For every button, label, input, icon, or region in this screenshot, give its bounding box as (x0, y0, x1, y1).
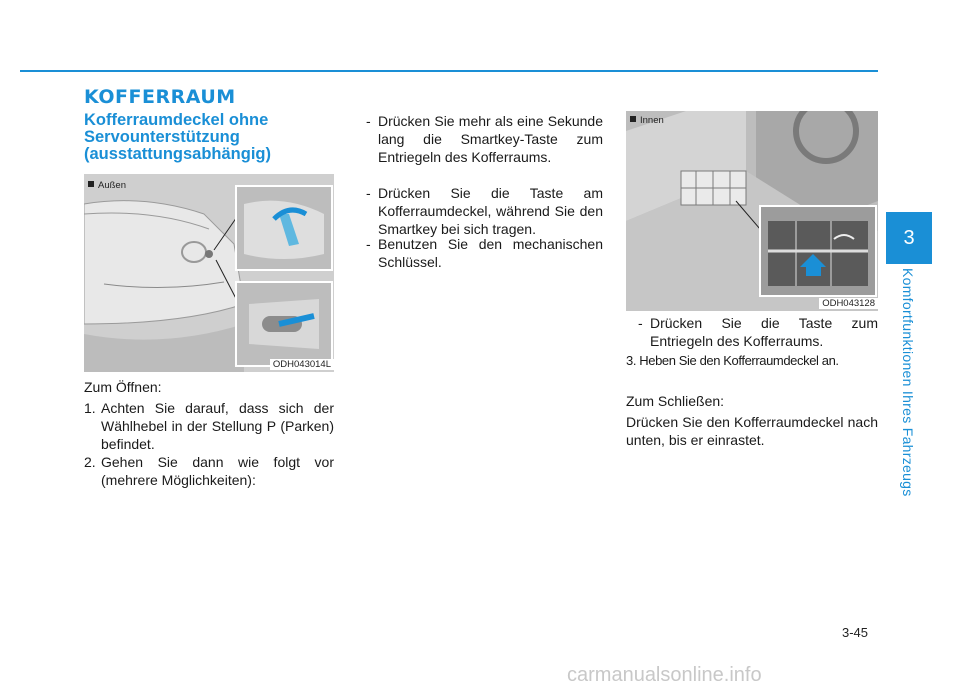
close-text: Drücken Sie den Kofferraumdeckel nach unten, bis er einrastet. (626, 414, 878, 448)
option-inner-text: Drücken Sie die Taste zum Entriegeln des Kofferraums. (650, 315, 878, 349)
option-3-text: Benutzen Sie den mechanischen Schlüssel. (378, 236, 603, 270)
step-2 (84, 453, 334, 489)
figure-left-label-text: Außen (98, 180, 126, 191)
watermark: carmanualsonline.info (567, 664, 762, 686)
option-inner (638, 314, 878, 350)
option-1-text: Drücken Sie mehr als eine Sekunde lang die Smartkey-Taste zum Entriegeln des Kofferraums. (378, 113, 603, 165)
step-2-marker: 2. (84, 454, 96, 470)
option-inner-marker: - (638, 315, 643, 331)
figure-trunk-exterior (84, 174, 334, 372)
option-2 (366, 184, 603, 238)
step-2-text: Gehen Sie dann wie folgt vor (mehrere Möglichkeiten): (101, 454, 334, 488)
figure-left-label (88, 180, 126, 191)
figure-trunk-interior (626, 111, 878, 311)
step-1 (84, 399, 334, 453)
page-number: 3-45 (842, 625, 869, 640)
open-heading: Zum Öffnen: (84, 379, 162, 395)
close-heading: Zum Schließen: (626, 393, 725, 409)
step-1-marker: 1. (84, 400, 96, 416)
option-2-text: Drücken Sie die Taste am Kofferraumdeckel, während Sie den Smartkey bei sich tragen. (378, 185, 603, 237)
chapter-title-vertical (893, 268, 923, 497)
subsection-title: Kofferraumdeckel ohne Servounterstützung (ausstattungsabhängig) (84, 111, 272, 163)
option-2-marker: - (366, 185, 371, 201)
trunk-interior-illustration (626, 111, 878, 311)
option-3 (366, 235, 603, 271)
header-rule (20, 70, 878, 72)
figure-right-label-text: Innen (640, 115, 664, 126)
step-3: 3. Heben Sie den Kofferraumdeckel an. (626, 353, 839, 368)
option-3-marker: - (366, 236, 371, 252)
square-bullet-icon (88, 181, 94, 187)
chapter-number-tab: 3 (886, 212, 932, 264)
chapter-title: Komfortfunktionen Ihres Fahrzeugs (900, 268, 916, 497)
trunk-exterior-illustration (84, 174, 334, 372)
option-1 (366, 112, 603, 166)
section-title: KOFFERRAUM (84, 86, 236, 108)
square-bullet-icon (630, 116, 636, 122)
figure-left-code: ODH043014L (270, 359, 334, 370)
figure-right-label (630, 115, 664, 126)
figure-right-code: ODH043128 (819, 298, 878, 309)
option-1-marker: - (366, 113, 371, 129)
step-1-text: Achten Sie darauf, dass sich der Wählhebel in der Stellung P (Parken) befindet. (101, 400, 334, 452)
